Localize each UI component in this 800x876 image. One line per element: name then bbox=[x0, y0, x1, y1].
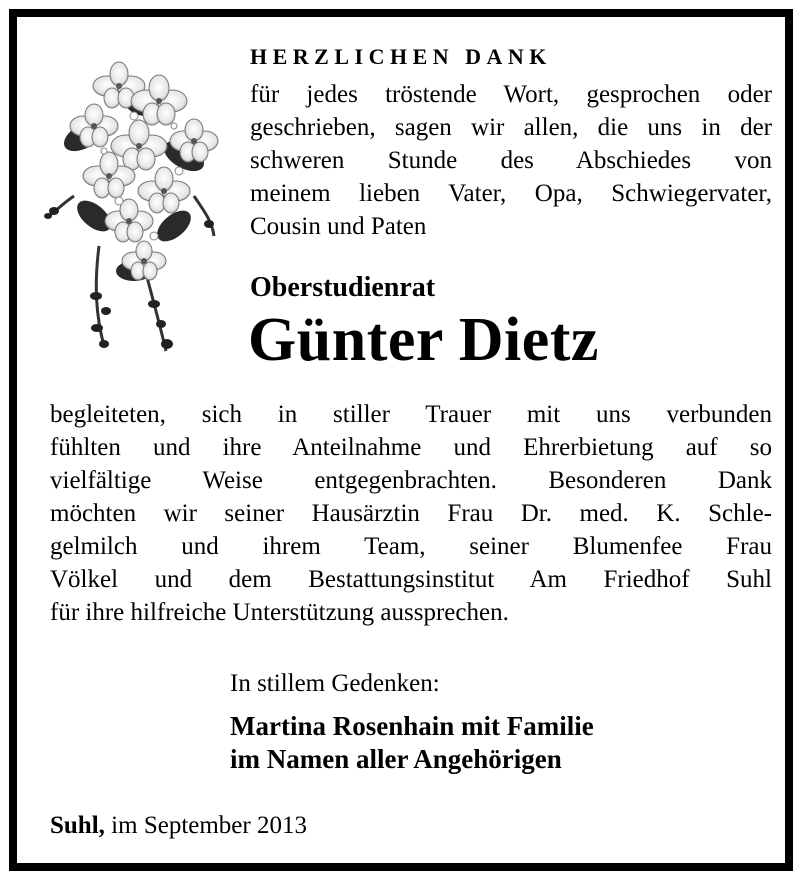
body-line: für ihre hilfreiche Unterstützung aussprechen. bbox=[50, 599, 509, 626]
body-line: fühlten und ihre Anteilnahme und Ehrerbietung auf so bbox=[50, 434, 772, 461]
body-line: begleiteten, sich in stiller Trauer mit uns verbunden bbox=[50, 401, 772, 428]
signature-line: Martina Rosenhain mit Familie bbox=[230, 711, 594, 741]
signature-line: im Namen aller Angehörigen bbox=[230, 744, 562, 774]
place-date bbox=[50, 812, 307, 840]
intro-line: geschrieben, sagen wir allen, die uns in der bbox=[250, 114, 772, 141]
deceased-name: Günter Dietz bbox=[248, 306, 599, 374]
body-line: möchten wir seiner Hausärztin Frau Dr. med. K. Schle- bbox=[50, 500, 772, 527]
intro-line: Cousin und Paten bbox=[250, 213, 427, 240]
signature-block bbox=[230, 710, 594, 776]
intro-paragraph bbox=[250, 78, 772, 243]
body-line: vielfältige Weise entgegenbrachten. Besonderen Dank bbox=[50, 467, 772, 494]
deceased-title: Oberstudienrat bbox=[250, 272, 436, 303]
body-paragraph bbox=[50, 398, 772, 629]
place: Suhl, bbox=[50, 812, 105, 839]
intro-line: meinem lieben Vater, Opa, Schwiegervater, bbox=[250, 180, 772, 207]
intro-line: für jedes tröstende Wort, gesprochen oder bbox=[250, 81, 772, 108]
signature-intro: In stillem Gedenken: bbox=[230, 670, 440, 697]
body-line: gelmilch und ihrem Team, seiner Blumenfee Frau bbox=[50, 533, 772, 560]
intro-line: schweren Stunde des Abschiedes von bbox=[250, 147, 772, 174]
orchid-bouquet-icon bbox=[34, 46, 224, 366]
body-line: Völkel und dem Bestattungsinstitut Am Friedhof Suhl bbox=[50, 566, 772, 593]
date: im September 2013 bbox=[111, 812, 307, 839]
heading: HERZLICHEN DANK bbox=[250, 44, 552, 69]
